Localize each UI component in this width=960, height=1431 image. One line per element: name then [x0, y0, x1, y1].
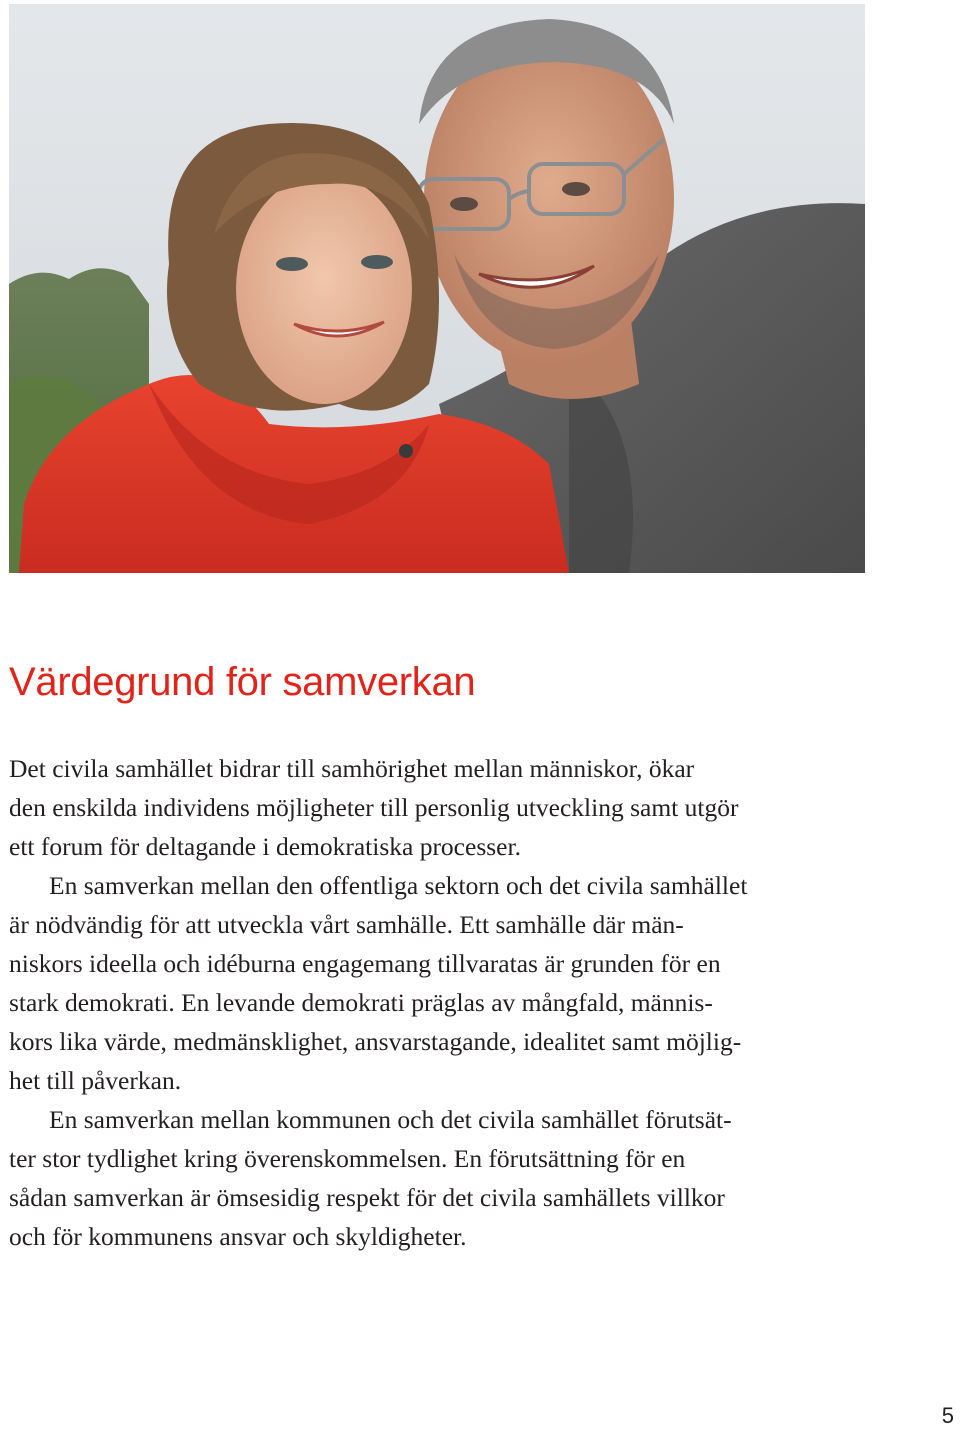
kid-face [236, 174, 412, 404]
body-line: En samverkan mellan kommunen och det civila samhället förutsät- [49, 1105, 732, 1134]
body-line: niskors ideella och idéburna engagemang tillvaratas är grunden för en [9, 949, 721, 978]
body-line: stark demokrati. En levande demokrati präglas av mångfald, männis- [9, 988, 713, 1017]
body-line: Det civila samhället bidrar till samhörighet mellan människor, ökar [9, 754, 695, 783]
page-number: 5 [941, 1403, 954, 1428]
body-line: och för kommunens ansvar och skyldigheter. [9, 1222, 467, 1251]
photo-illustration [9, 4, 865, 573]
body-text [9, 749, 875, 1256]
body-line: är nödvändig för att utveckla vårt samhälle. Ett samhälle där män- [9, 910, 684, 939]
body-line: ter stor tydlighet kring överenskommelsen. En förutsättning för en [9, 1144, 686, 1173]
body-line: kors lika värde, medmänsklighet, ansvarstagande, idealitet samt möjlig- [9, 1027, 742, 1056]
body-line: het till påverkan. [9, 1066, 182, 1095]
hoodie-grommet [399, 444, 413, 458]
hero-photo [9, 4, 865, 573]
body-line: En samverkan mellan den offentliga sektorn och det civila samhället [49, 871, 748, 900]
page-title: Värdegrund för samverkan [9, 660, 476, 704]
body-line: sådan samverkan är ömsesidig respekt för det civila samhällets villkor [9, 1183, 725, 1212]
body-line: den enskilda individens möjligheter till personlig utveckling samt utgör [9, 793, 739, 822]
body-line: ett forum för deltagande i demokratiska processer. [9, 832, 521, 861]
